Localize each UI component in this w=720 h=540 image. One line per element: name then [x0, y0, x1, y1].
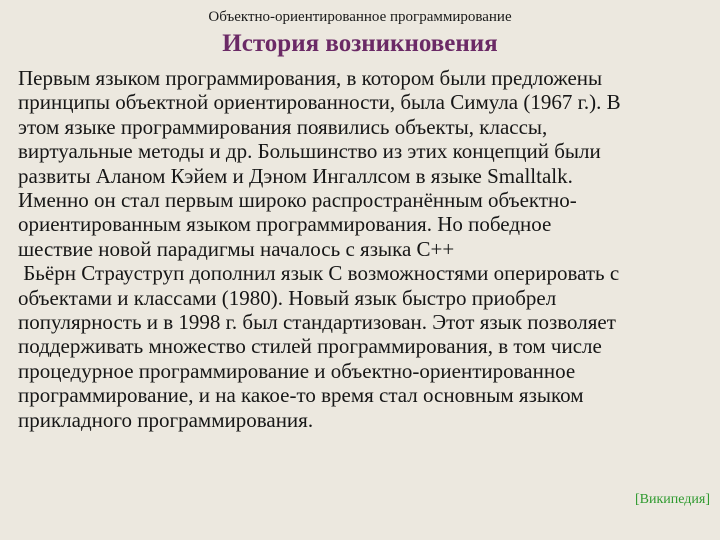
text-line: программирование, и на какое-то время стал основным языком	[18, 383, 584, 408]
text-line: шествие новой парадигмы началось с языка С++	[18, 236, 455, 261]
text-line: поддерживать множество стилей программирования, в том числе	[18, 334, 602, 359]
text-line: ориентированным языком программирования. Но победное	[18, 212, 552, 237]
text-line: Именно он стал первым широко распространённым объектно-	[18, 188, 577, 213]
body-text	[18, 66, 714, 432]
text-line: Первым языком программирования, в котором были предложены	[18, 66, 603, 90]
text-line: прикладного программирования.	[18, 407, 314, 432]
paragraph-1	[18, 66, 714, 261]
text-line: объектами и классами (1980). Новый язык быстро приобрел	[18, 285, 557, 310]
slide-title: История возникновения	[222, 30, 498, 57]
text-line: развиты Аланом Кэйем и Дэном Ингаллсом в языке Smalltalk.	[18, 163, 573, 188]
text-line: принципы объектной ориентированности, была Симула (1967 г.). В	[18, 90, 621, 115]
text-line: Бьёрн Страуструп дополнил язык С возможностями оперировать с	[18, 261, 620, 286]
text-line: популярность и в 1998 г. был стандартизован. Этот язык позволяет	[18, 310, 616, 335]
text-line: виртуальные методы и др. Большинство из этих концепций были	[18, 139, 601, 164]
paragraph-2	[18, 261, 714, 432]
slide-supertitle: Объектно-ориентированное программирование	[208, 9, 512, 25]
text-line: этом языке программирования появились объекты, классы,	[18, 114, 548, 139]
wikipedia-source-link[interactable]: [Википедия]	[634, 492, 710, 507]
text-line: процедурное программирование и объектно-ориентированное	[18, 358, 576, 383]
